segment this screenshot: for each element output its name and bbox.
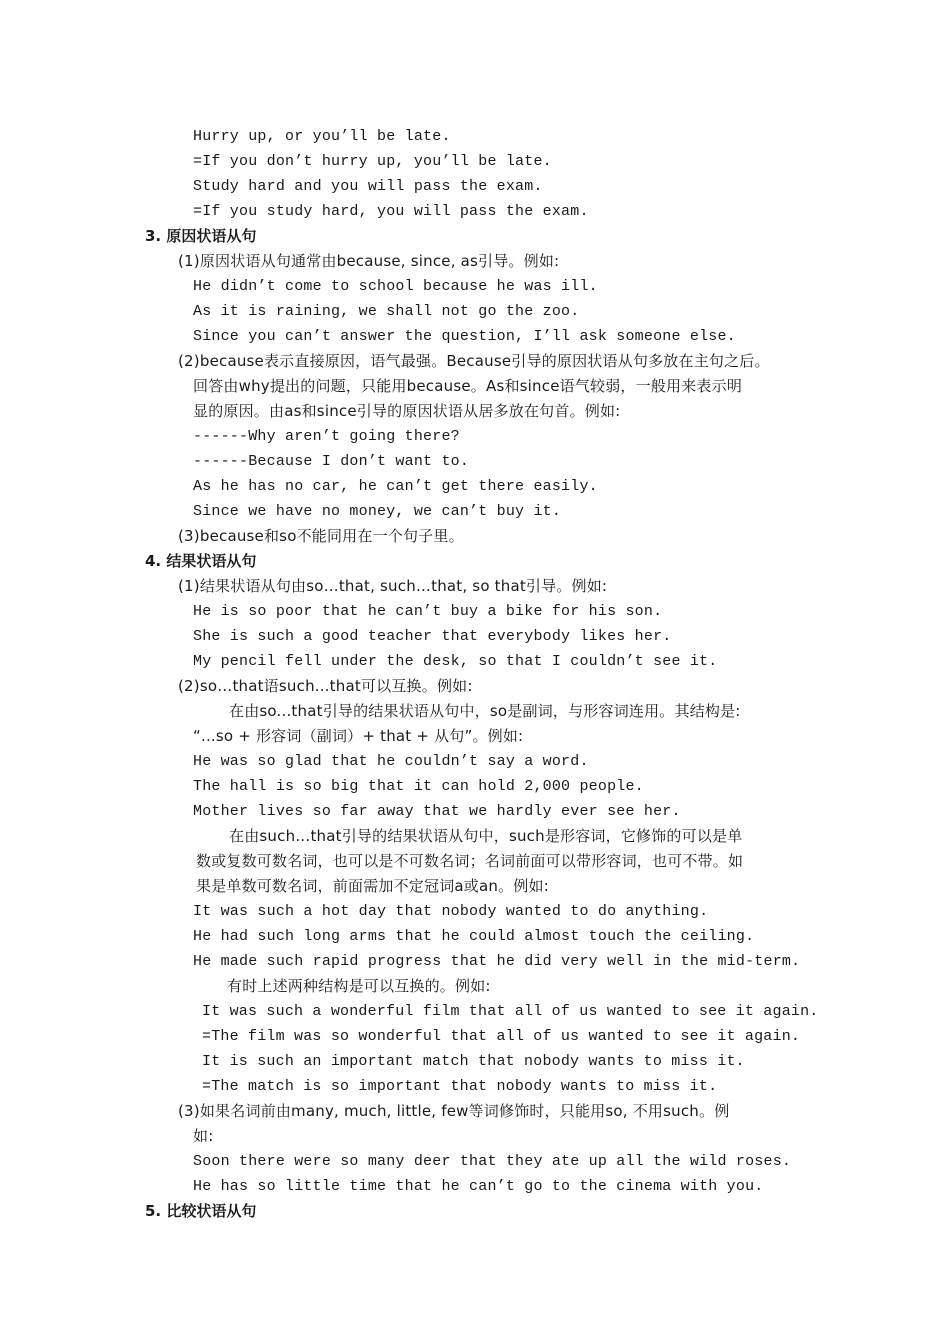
- example-sentence: =If you don’t hurry up, you’ll be late.: [193, 153, 552, 170]
- example-sentence: Study hard and you will pass the exam.: [193, 178, 543, 195]
- example-sentence: It is such an important match that nobody wants to miss it.: [202, 1053, 745, 1070]
- example-sentence: He was so glad that he couldn’t say a word.: [193, 753, 589, 770]
- rule-text: 在由so...that引导的结果状语从句中，so是副词，与形容词连用。其结构是:: [229, 702, 741, 720]
- section-heading: 3. 原因状语从句: [145, 227, 257, 245]
- example-sentence: He is so poor that he can’t buy a bike for his son.: [193, 603, 663, 620]
- example-sentence: Since you can’t answer the question, I’ll ask someone else.: [193, 328, 736, 345]
- example-sentence: Soon there were so many deer that they ate up all the wild roses.: [193, 1153, 792, 1170]
- example-sentence: Since we have no money, we can’t buy it.: [193, 503, 562, 520]
- example-sentence: He has so little time that he can’t go to the cinema with you.: [193, 1178, 764, 1195]
- rule-text: 数或复数可数名词，也可以是不可数名词；名词前面可以带形容词，也可不带。如: [196, 852, 744, 870]
- example-sentence: As it is raining, we shall not go the zoo.: [193, 303, 580, 320]
- rule-text: 在由such…that引导的结果状语从句中，such是形容词，它修饰的可以是单: [229, 827, 743, 845]
- rule-text: 有时上述两种结构是可以互换的。例如:: [227, 977, 491, 995]
- example-sentence: It was such a wonderful film that all of us wanted to see it again.: [202, 1003, 819, 1020]
- dialogue-line: ------Why aren’t going there?: [193, 428, 460, 445]
- rule-text: 果是单数可数名词，前面需加不定冠词a或an。例如:: [196, 877, 549, 895]
- example-sentence: =If you study hard, you will pass the exam.: [193, 203, 589, 220]
- rule-text: 回答由why提出的问题，只能用because。As和since语气较弱，一般用来表示明: [193, 377, 743, 395]
- dialogue-line: ------Because I don’t want to.: [193, 453, 470, 470]
- rule-text: (3)如果名词前由many, much, little, few等词修饰时，只能用so, 不用such。例: [178, 1102, 730, 1120]
- example-sentence: She is such a good teacher that everybody likes her.: [193, 628, 672, 645]
- example-sentence: My pencil fell under the desk, so that I couldn’t see it.: [193, 653, 718, 670]
- section-heading: 5. 比较状语从句: [145, 1202, 257, 1220]
- example-sentence: As he has no car, he can’t get there easily.: [193, 478, 598, 495]
- rule-text: (1)原因状语从句通常由because, since, as引导。例如:: [178, 252, 560, 270]
- rule-text: 显的原因。由as和since引导的原因状语从居多放在句首。例如:: [193, 402, 621, 420]
- rule-text: (2)so…that语such...that可以互换。例如:: [178, 677, 473, 695]
- rule-text: 如:: [193, 1127, 214, 1145]
- example-sentence: The hall is so big that it can hold 2,000 people.: [193, 778, 644, 795]
- example-sentence: Hurry up, or you’ll be late.: [193, 128, 451, 145]
- rule-text: (1)结果状语从句由so…that, such…that, so that引导。例如:: [178, 577, 608, 595]
- example-sentence: =The match is so important that nobody wants to miss it.: [202, 1078, 718, 1095]
- example-sentence: He made such rapid progress that he did very well in the mid-term.: [193, 953, 801, 970]
- rule-text: (2)because表示直接原因，语气最强。Because引导的原因状语从句多放在主句之后。: [178, 352, 770, 370]
- rule-text: “...so + 形容词（副词）+ that + 从句”。例如:: [193, 727, 524, 745]
- section-heading: 4. 结果状语从句: [145, 552, 257, 570]
- example-sentence: He had such long arms that he could almost touch the ceiling.: [193, 928, 755, 945]
- example-sentence: Mother lives so far away that we hardly ever see her.: [193, 803, 681, 820]
- example-sentence: He didn’t come to school because he was ill.: [193, 278, 598, 295]
- example-sentence: =The film was so wonderful that all of us wanted to see it again.: [202, 1028, 801, 1045]
- rule-text: (3)because和so不能同用在一个句子里。: [178, 527, 464, 545]
- example-sentence: It was such a hot day that nobody wanted to do anything.: [193, 903, 709, 920]
